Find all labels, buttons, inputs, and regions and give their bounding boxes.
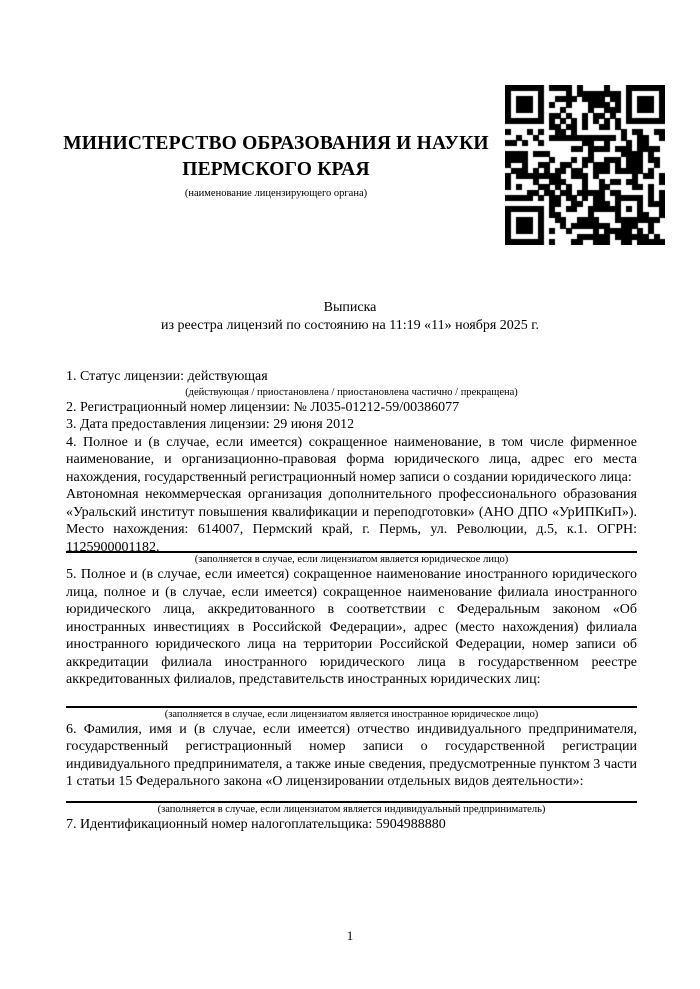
item-legal-entity-note: (заполняется в случае, если лицензиатом является юридическое лицо) (194, 554, 509, 565)
document-body (66, 368, 637, 833)
ministry-name-line1: МИНИСТЕРСТВО ОБРАЗОВАНИЯ И НАУКИ (63, 133, 489, 154)
qr-code-icon (505, 85, 665, 245)
item-individual-intro: 6. Фамилия, имя и (в случае, если имеется) отчество индивидуального предпринимателя, государственный регистрационный номер записи о государственной регистрации индивидуального предпринимателя, а также иные сведения, предусмотренные пунктом 3 части 1 статьи 15 Федерального закона «О лицензировании отдельных видов деятельности»: (66, 721, 637, 789)
item-taxpayer-number: 7. Идентификационный номер налогоплательщика: 5904988880 (66, 816, 446, 832)
document-title (0, 299, 700, 334)
page-number: 1 (346, 928, 354, 943)
item-legal-entity-value: Автономная некоммерческая организация дополнительного профессионального образования «Уральский институт повышения квалификации и переподготовки» (АНО ДПО «УрИПКиП»). Место нахождения: 614007, Пермский край, г. Пермь, ул. Революции, д.5, к.1. ОГРН: 1125900001182. (66, 487, 637, 555)
document-title-line1: Выписка (323, 300, 377, 315)
ministry-caption: (наименование лицензирующего органа) (184, 188, 368, 199)
item-individual-note: (заполняется в случае, если лицензиатом является индивидуальный предприниматель) (157, 803, 546, 815)
item-grant-date: 3. Дата предоставления лицензии: 29 июня 2012 (66, 417, 355, 432)
item-legal-entity-intro: 4. Полное и (в случае, если имеется) сокращенное наименование, в том числе фирменное наименование, и организационно-правовая форма юридического лица, адрес его места нахождения, государственный регистрационный номер записи о создании юридического лица: (66, 434, 637, 485)
item-license-status-note: (действующая / приостановлена / приостановлена частично / прекращена) (185, 386, 518, 398)
item-foreign-entity-note: (заполняется в случае, если лицензиатом является иностранное юридическое лицо) (164, 708, 539, 720)
ministry-name-line2: ПЕРМСКОГО КРАЯ (182, 159, 370, 180)
document-title-line2: из реестра лицензий по состоянию на 11:19 «11» ноября 2025 г. (161, 317, 539, 333)
item-license-status: 1. Статус лицензии: действующая (66, 369, 268, 384)
issuing-authority-header (60, 131, 492, 200)
item-registration-number: 2. Регистрационный номер лицензии: № Л035-01212-59/00386077 (66, 399, 460, 415)
item-foreign-entity-intro: 5. Полное и (в случае, если имеется) сокращенное наименование иностранного юридического лица, полное и (в случае, если имеется) сокращенное наименование филиала иностранного юридического лица, аккредитованного в соответствии с Федеральным законом «Об иностранных инвестициях в Российской Федерации», адрес (место нахождения) филиала иностранного юридического лица на территории Российской Федерации, номер записи об аккредитации филиала иностранного юридического лица в государственном реестре аккредитованных филиалов, представительств иностранных юридических лиц: (66, 567, 637, 687)
